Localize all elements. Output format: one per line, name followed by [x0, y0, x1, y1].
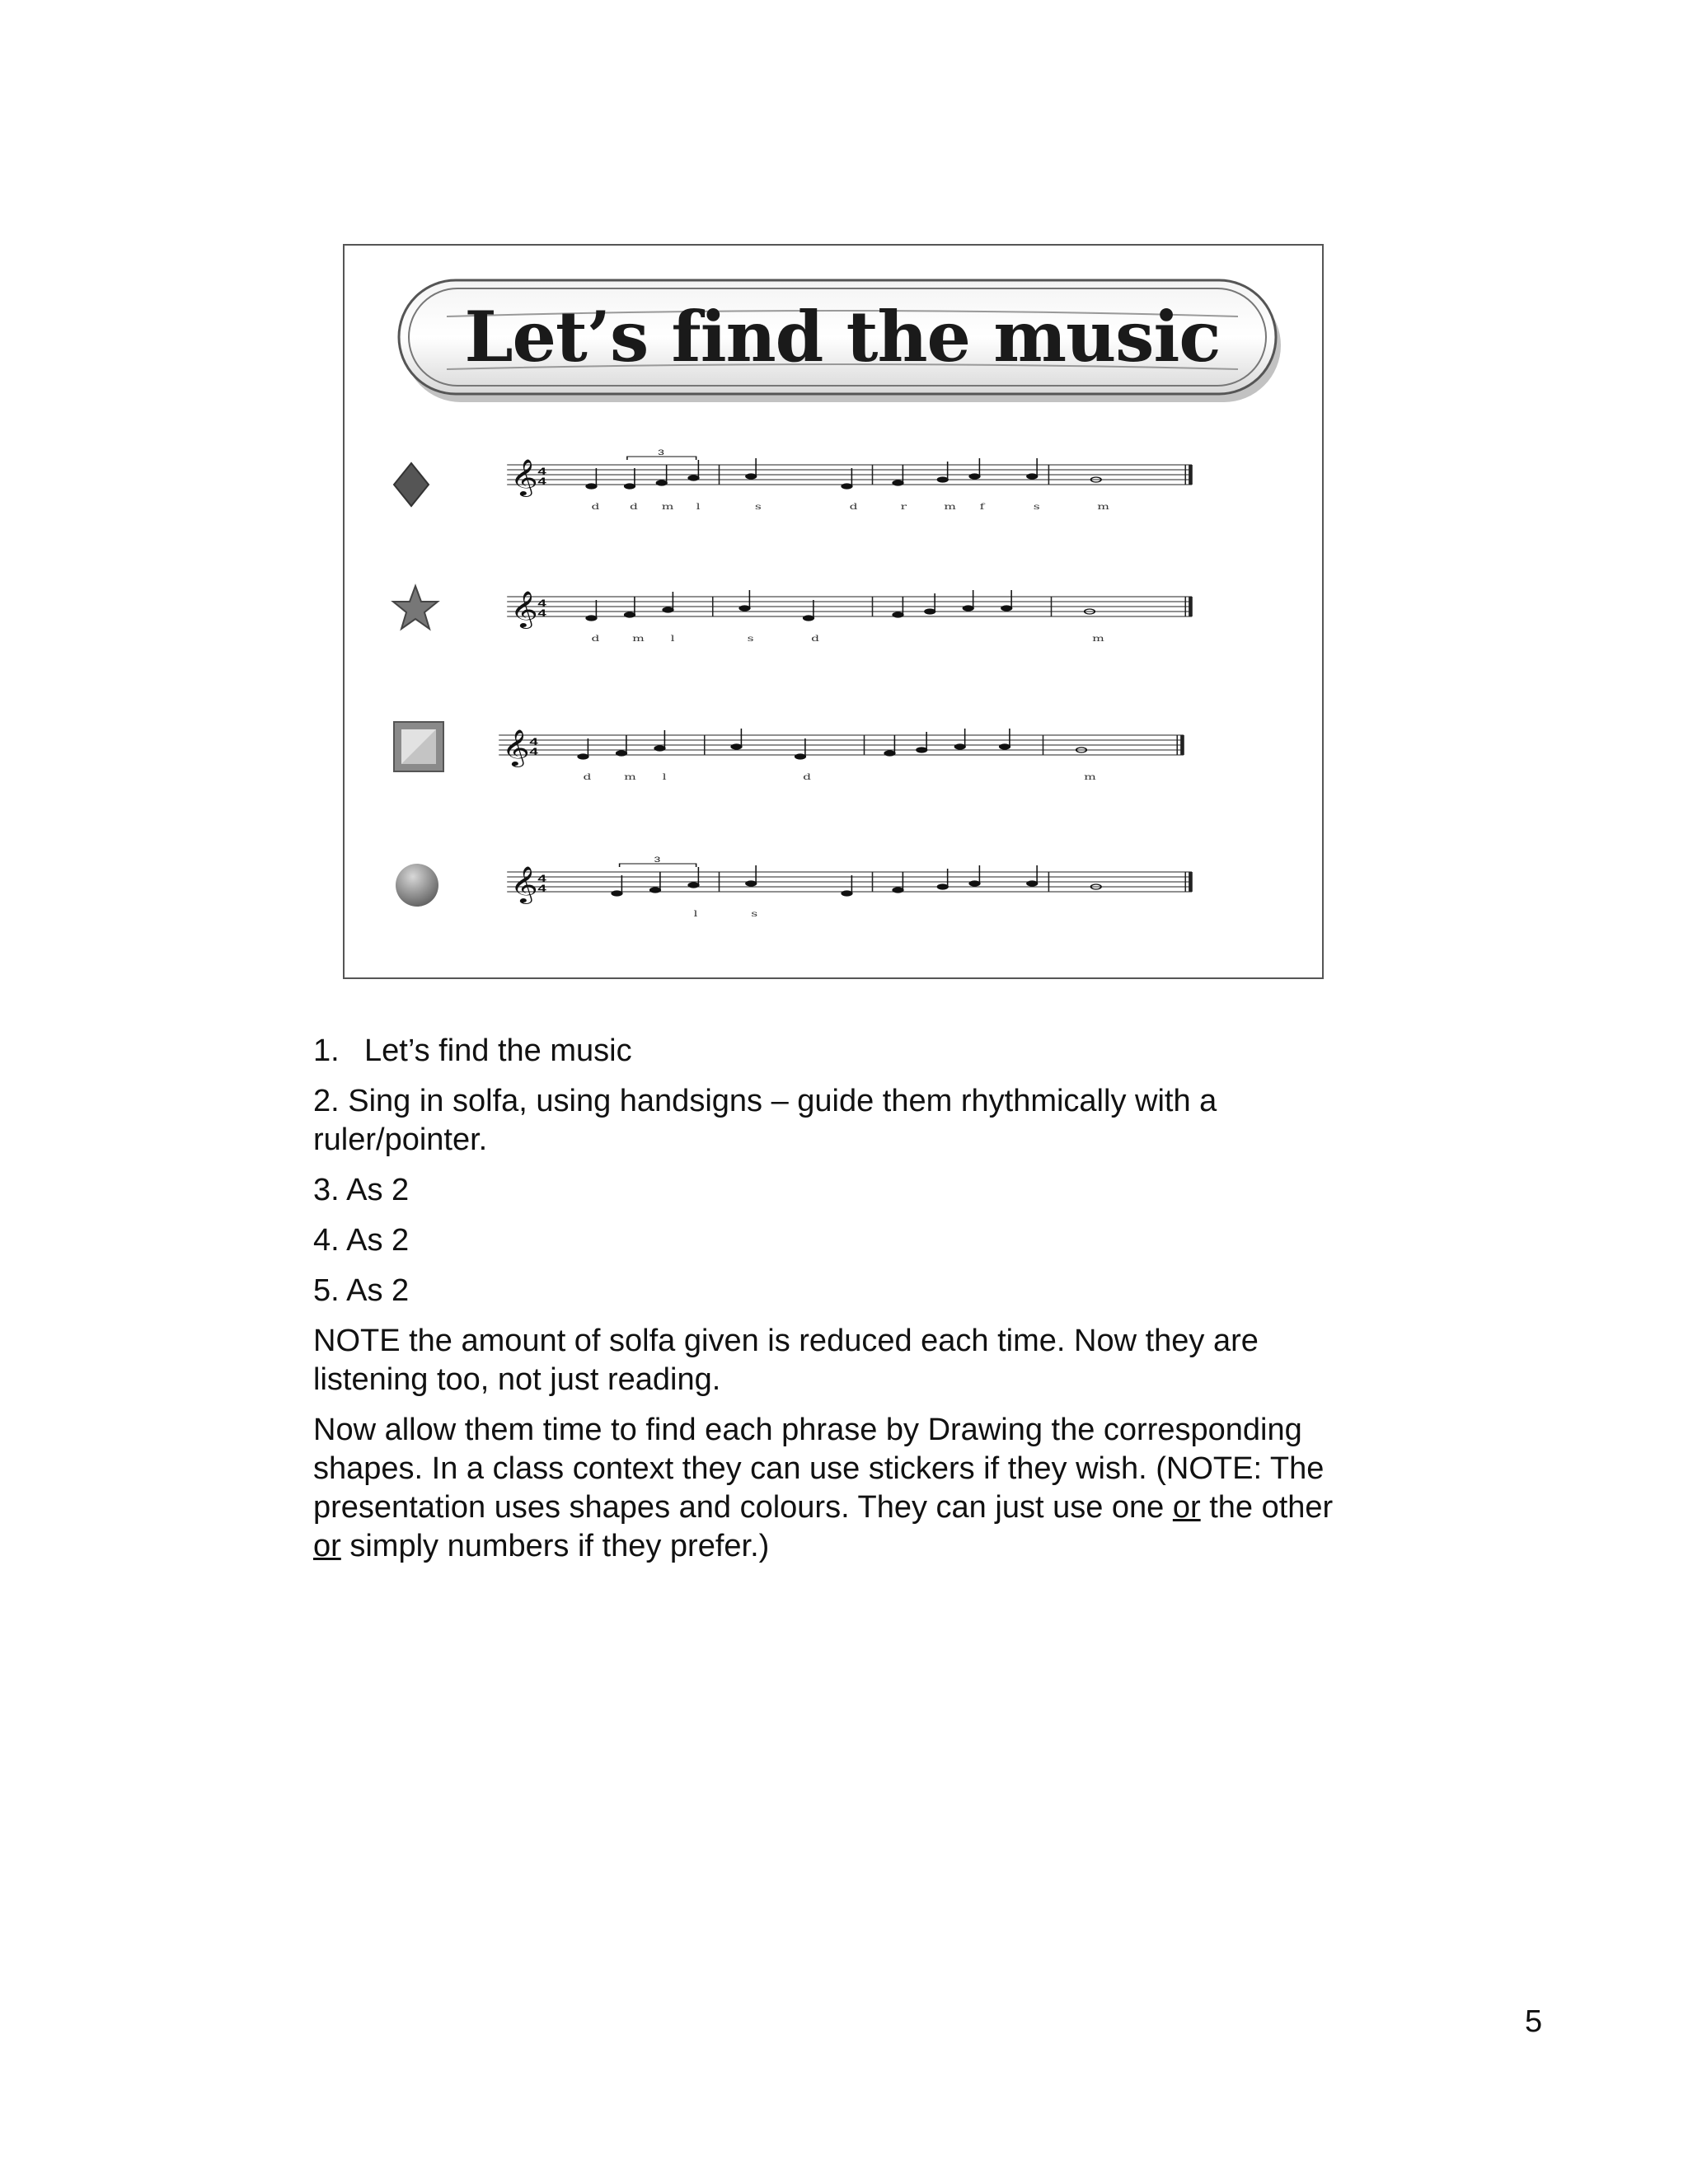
- time-signature: 4: [529, 737, 538, 748]
- music-staff: [476, 841, 1301, 940]
- triplet-label: 3: [654, 855, 661, 865]
- note-head: [739, 606, 749, 611]
- solfa-syllable: m: [632, 634, 645, 644]
- note-head: [893, 888, 903, 893]
- solfa-syllable: s: [1033, 502, 1040, 513]
- page-number: 5: [1525, 2004, 1543, 2039]
- triplet-bracket: [627, 457, 696, 460]
- note-head: [578, 754, 588, 759]
- note-head: [1027, 881, 1037, 886]
- note-head: [746, 474, 756, 479]
- solfa-syllable: r: [900, 502, 907, 513]
- note-head: [964, 606, 973, 611]
- note-head: [731, 744, 741, 749]
- note-head: [625, 484, 635, 489]
- note-head: [893, 480, 903, 485]
- time-signature: 4: [537, 598, 546, 610]
- treble-clef-icon: 𝄞: [509, 865, 539, 903]
- solfa-syllable: l: [696, 502, 701, 513]
- note-head: [842, 484, 851, 489]
- solfa-syllable: d: [811, 634, 820, 644]
- solfa-syllable: m: [1097, 502, 1109, 513]
- solfa-syllable: s: [754, 502, 762, 513]
- time-signature: 4: [537, 608, 546, 620]
- note-head: [657, 480, 667, 485]
- time-signature: 4: [537, 874, 546, 885]
- solfa-syllable: m: [1092, 634, 1104, 644]
- note-head: [650, 888, 660, 893]
- solfa-syllable: d: [583, 772, 592, 783]
- solfa-syllable: d: [591, 634, 600, 644]
- note-head: [586, 484, 596, 489]
- triplet-bracket: [620, 864, 696, 867]
- note-head: [955, 744, 965, 749]
- note-head: [795, 754, 805, 759]
- note-head: [612, 891, 621, 896]
- note-head: [917, 748, 926, 752]
- note-head: [804, 616, 814, 621]
- note-head: [586, 616, 596, 621]
- time-signature: 4: [529, 747, 538, 758]
- note-item-1: 1. Let’s find the music: [313, 1033, 632, 1068]
- solfa-syllable: s: [751, 909, 758, 920]
- circle-icon: [394, 862, 440, 908]
- note-head: [688, 883, 698, 888]
- music-row-diamond: [345, 434, 1325, 532]
- note-item-4: 4. As 2: [313, 1223, 410, 1258]
- music-staff: [476, 565, 1301, 664]
- solfa-syllable: m: [624, 772, 636, 783]
- solfa-syllable: d: [849, 502, 858, 513]
- time-signature: 4: [537, 466, 546, 478]
- note-head: [625, 612, 635, 617]
- note-head: [925, 609, 935, 614]
- music-staff: [468, 704, 1292, 803]
- note-head: [884, 751, 894, 756]
- time-signature: 4: [537, 476, 546, 488]
- solfa-syllable: m: [1084, 772, 1096, 783]
- teacher-notes: [313, 1032, 1368, 1577]
- music-row-square: [345, 704, 1325, 803]
- instruction-paragraph: Now allow them time to find each phrase by Drawing the corresponding shapes. In a class context they can use stickers if they wish. (NOTE: The presentation uses shapes and colours. They can just use one or the other or simply numbers if they prefer.): [313, 1413, 1334, 1563]
- triplet-label: 3: [658, 448, 664, 457]
- note-item-5: 5. As 2: [313, 1273, 410, 1308]
- note-head: [938, 884, 948, 889]
- solfa-syllable: l: [662, 772, 667, 783]
- note-head: [1027, 474, 1037, 479]
- solfa-syllable: s: [747, 634, 754, 644]
- time-signature: 4: [537, 883, 546, 895]
- note-head: [617, 751, 626, 756]
- note-paragraph: NOTE the amount of solfa given is reduced each time. Now they are listening too, not just reading.: [313, 1324, 1259, 1397]
- treble-clef-icon: 𝄞: [501, 729, 531, 766]
- note-item-3: 3. As 2: [313, 1173, 410, 1207]
- slide-image: [343, 244, 1324, 979]
- solfa-syllable: f: [979, 502, 985, 513]
- note-head: [893, 612, 903, 617]
- solfa-syllable: l: [693, 909, 698, 920]
- treble-clef-icon: 𝄞: [509, 458, 539, 496]
- solfa-syllable: m: [944, 502, 956, 513]
- diamond-icon: [391, 462, 432, 508]
- note-head: [969, 881, 979, 886]
- note-head: [1001, 606, 1011, 611]
- slide-title: Let’s find the music: [464, 296, 1221, 377]
- note-head: [938, 477, 948, 482]
- solfa-syllable: d: [630, 502, 638, 513]
- star-icon: [391, 583, 440, 633]
- solfa-syllable: d: [591, 502, 600, 513]
- music-staff: [476, 434, 1301, 532]
- square-icon: [392, 720, 445, 773]
- note-head: [746, 881, 756, 886]
- note-head: [1000, 744, 1010, 749]
- solfa-syllable: d: [803, 772, 812, 783]
- treble-clef-icon: 𝄞: [509, 590, 539, 628]
- note-head: [654, 746, 664, 751]
- solfa-syllable: m: [661, 502, 674, 513]
- music-row-circle: [345, 841, 1325, 940]
- note-head: [663, 607, 673, 612]
- note-head: [688, 476, 698, 480]
- music-row-star: [345, 565, 1325, 664]
- note-head: [969, 474, 979, 479]
- solfa-syllable: l: [670, 634, 675, 644]
- note-head: [842, 891, 851, 896]
- note-item-2: 2. Sing in solfa, using handsigns – guide them rhythmically with a ruler/pointer.: [313, 1084, 1217, 1157]
